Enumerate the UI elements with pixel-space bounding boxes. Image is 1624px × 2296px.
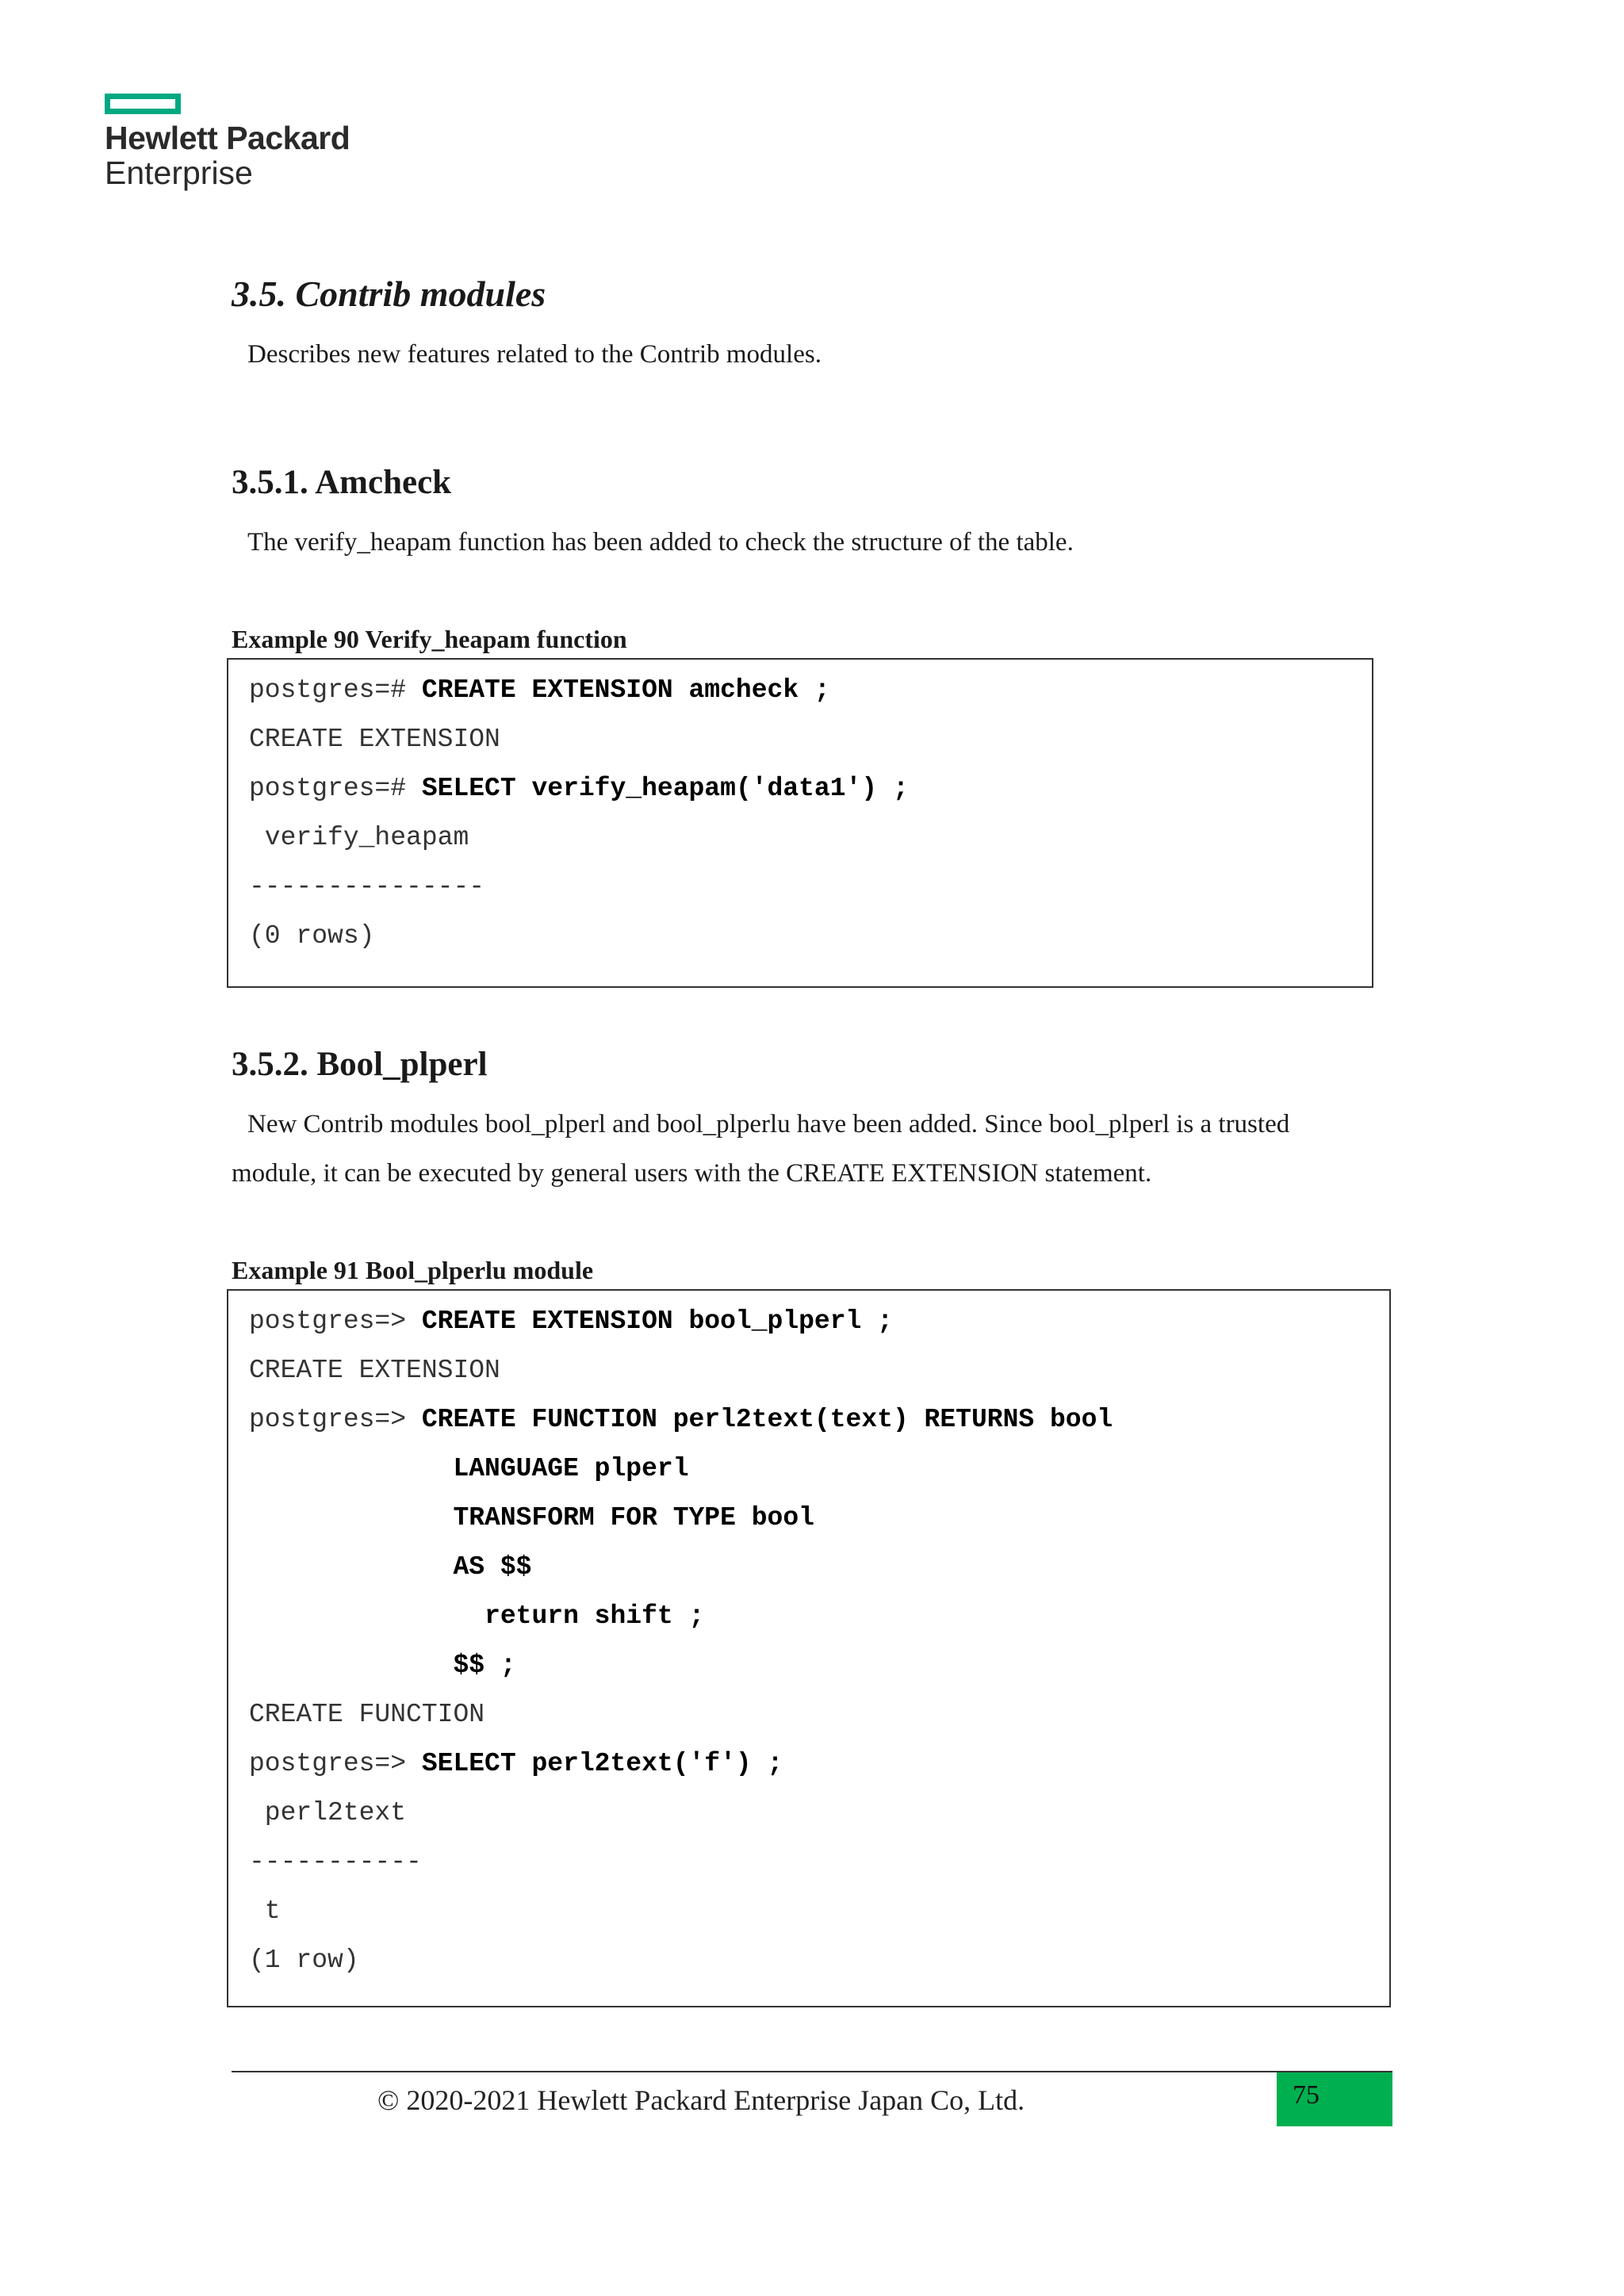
code-line (249, 725, 500, 754)
code-bold-text: CREATE EXTENSION amcheck ; (421, 675, 830, 705)
code-plain-text: CREATE EXTENSION (249, 725, 500, 754)
code-bold-text: SELECT verify_heapam('data1') ; (421, 774, 909, 803)
code-bold-text: AS $$ (453, 1552, 532, 1582)
code-line (249, 1651, 516, 1680)
code-lines (249, 675, 1359, 977)
code-line (249, 1601, 704, 1631)
section-title: 3.5. Contrib modules (232, 274, 546, 314)
amcheck-heading: 3.5.1. Amcheck (232, 464, 452, 501)
code-line (249, 675, 830, 705)
code-line (249, 872, 485, 901)
code-bold-text: CREATE FUNCTION perl2text(text) RETURNS bool (421, 1405, 1113, 1434)
example-91-code-block (227, 1289, 1391, 2007)
example-91-caption: Example 91 Bool_plperlu module (232, 1256, 594, 1284)
code-plain-text: postgres=> (249, 1405, 422, 1434)
code-bold-text: $$ ; (453, 1651, 516, 1680)
code-plain-text: postgres=# (249, 675, 422, 705)
code-line (249, 1503, 814, 1533)
bool-plperl-description-line-1: New Contrib modules bool_plperl and bool_plperlu have been added. Since bool_plperl is a trusted (247, 1110, 1290, 1138)
code-line (249, 1700, 485, 1729)
code-plain-text (249, 1651, 453, 1680)
code-plain-text: postgres=> (249, 1749, 422, 1778)
code-line (249, 1749, 783, 1778)
amcheck-description: The verify_heapam function has been added to check the structure of the table. (247, 528, 1074, 557)
code-plain-text: (1 row) (249, 1946, 359, 1975)
code-line (249, 1552, 531, 1582)
code-plain-text: t (249, 1896, 281, 1926)
code-bold-text: SELECT perl2text('f') ; (421, 1749, 783, 1778)
hpe-logo-rectangle (105, 94, 181, 114)
code-line (249, 823, 469, 852)
code-line (249, 1405, 1113, 1434)
code-line (249, 1946, 359, 1975)
code-bold-text: LANGUAGE plperl (453, 1454, 689, 1483)
bool-plperl-heading: 3.5.2. Bool_plperl (232, 1046, 488, 1083)
example-90-caption: Example 90 Verify_heapam function (232, 625, 627, 653)
code-plain-text: (0 rows) (249, 921, 375, 951)
code-plain-text (249, 1552, 453, 1582)
code-plain-text: --------------- (249, 872, 485, 901)
example-90-code-block (227, 658, 1373, 988)
code-plain-text: CREATE EXTENSION (249, 1356, 500, 1385)
code-line (249, 1896, 281, 1926)
code-bold-text: return shift ; (485, 1601, 705, 1631)
code-line (249, 1356, 500, 1385)
code-plain-text: CREATE FUNCTION (249, 1700, 485, 1729)
code-plain-text: postgres=# (249, 774, 422, 803)
code-plain-text (249, 1601, 485, 1631)
code-line (249, 1798, 406, 1827)
footer-rule (232, 2071, 1392, 2072)
code-plain-text: ----------- (249, 1847, 422, 1877)
code-plain-text: perl2text (249, 1798, 407, 1827)
code-line (249, 1847, 422, 1877)
code-plain-text (249, 1454, 453, 1483)
bool-plperl-description-line-2: module, it can be executed by general users with the CREATE EXTENSION statement. (232, 1159, 1152, 1188)
code-line (249, 1454, 689, 1483)
code-bold-text: TRANSFORM FOR TYPE bool (453, 1503, 814, 1533)
code-lines (249, 1307, 1375, 1996)
footer-copyright: © 2020-2021 Hewlett Packard Enterprise Japan Co, Ltd. (377, 2084, 1025, 2116)
code-plain-text (249, 1503, 453, 1533)
hpe-logo (105, 94, 350, 190)
code-line (249, 1307, 893, 1336)
code-line (249, 921, 374, 951)
code-bold-text: CREATE EXTENSION bool_plperl ; (421, 1307, 893, 1336)
code-plain-text: postgres=> (249, 1307, 422, 1336)
page-number: 75 (1277, 2072, 1392, 2126)
section-intro: Describes new features related to the Contrib modules. (247, 340, 822, 369)
logo-line-1: Hewlett Packard (105, 120, 350, 156)
logo-line-2: Enterprise (105, 155, 253, 191)
code-line (249, 774, 909, 803)
code-plain-text: verify_heapam (249, 823, 469, 852)
